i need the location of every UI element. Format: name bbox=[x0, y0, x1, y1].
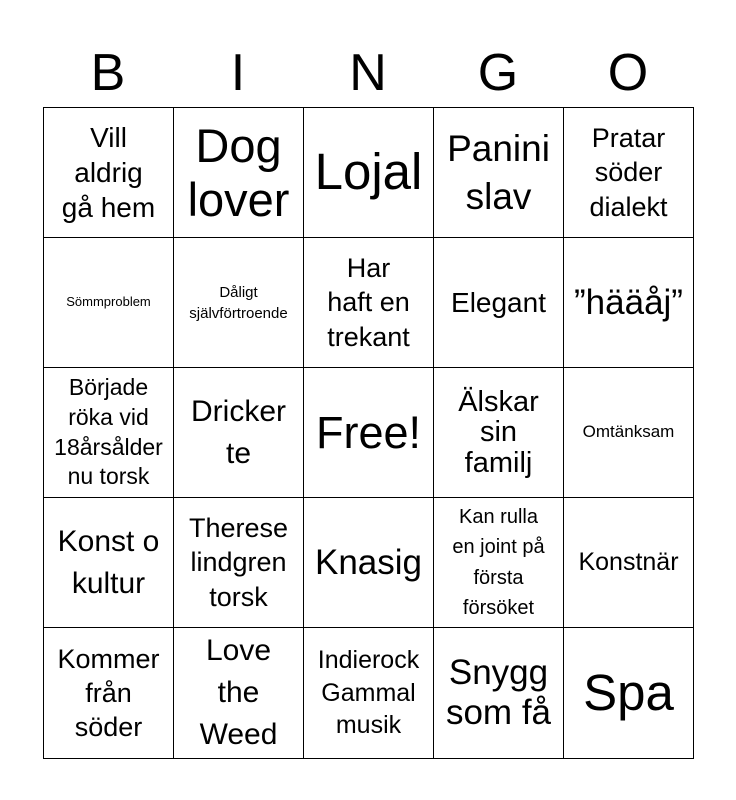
board-row bbox=[44, 238, 694, 368]
bingo-cell[interactable]: Kan rulla en joint på första försöket bbox=[434, 498, 564, 628]
bingo-cell[interactable]: Spa bbox=[564, 628, 694, 759]
bingo-cell[interactable]: Dåligt självförtroende bbox=[174, 238, 304, 368]
board-row bbox=[44, 108, 694, 238]
bingo-cell[interactable]: Omtänksam bbox=[564, 368, 694, 498]
board-row bbox=[44, 368, 694, 498]
header-letter-o: O bbox=[607, 44, 649, 102]
bingo-cell[interactable]: Konstnär bbox=[564, 498, 694, 628]
bingo-cell[interactable]: ”hääåj” bbox=[564, 238, 694, 368]
bingo-cell[interactable]: Knasig bbox=[304, 498, 434, 628]
bingo-cell[interactable]: Har haft en trekant bbox=[304, 238, 434, 368]
bingo-cell[interactable]: Konst o kultur bbox=[44, 498, 174, 628]
bingo-cell[interactable]: Lojal bbox=[304, 108, 434, 238]
bingo-cell[interactable]: Dog lover bbox=[174, 108, 304, 238]
bingo-cell[interactable]: Sömmproblem bbox=[44, 238, 174, 368]
header-letter-n: N bbox=[349, 44, 387, 102]
board-row bbox=[44, 498, 694, 628]
bingo-cell[interactable]: Dricker te bbox=[174, 368, 304, 498]
header-letter-g: G bbox=[477, 44, 519, 102]
bingo-cell[interactable]: Indierock Gammal musik bbox=[304, 628, 434, 759]
bingo-cell[interactable]: Therese lindgren torsk bbox=[174, 498, 304, 628]
bingo-cell[interactable]: Pratar söder dialekt bbox=[564, 108, 694, 238]
bingo-board bbox=[43, 107, 694, 759]
bingo-header bbox=[43, 40, 693, 106]
bingo-cell[interactable]: Vill aldrig gå hem bbox=[44, 108, 174, 238]
bingo-cell[interactable]: Panini slav bbox=[434, 108, 564, 238]
board-row bbox=[44, 628, 694, 759]
header-letter-i: I bbox=[230, 44, 246, 102]
bingo-cell[interactable]: Började röka vid 18årsålder nu torsk bbox=[44, 368, 174, 498]
bingo-cell[interactable]: Love the Weed bbox=[174, 628, 304, 759]
bingo-cell[interactable]: Elegant bbox=[434, 238, 564, 368]
bingo-cell[interactable]: Snygg som få bbox=[434, 628, 564, 759]
bingo-cell[interactable]: Kommer från söder bbox=[44, 628, 174, 759]
bingo-cell[interactable]: Älskar sin familj bbox=[434, 368, 564, 498]
header-letter-b: B bbox=[90, 44, 126, 102]
bingo-cell free-cell[interactable]: Free! bbox=[304, 368, 434, 498]
